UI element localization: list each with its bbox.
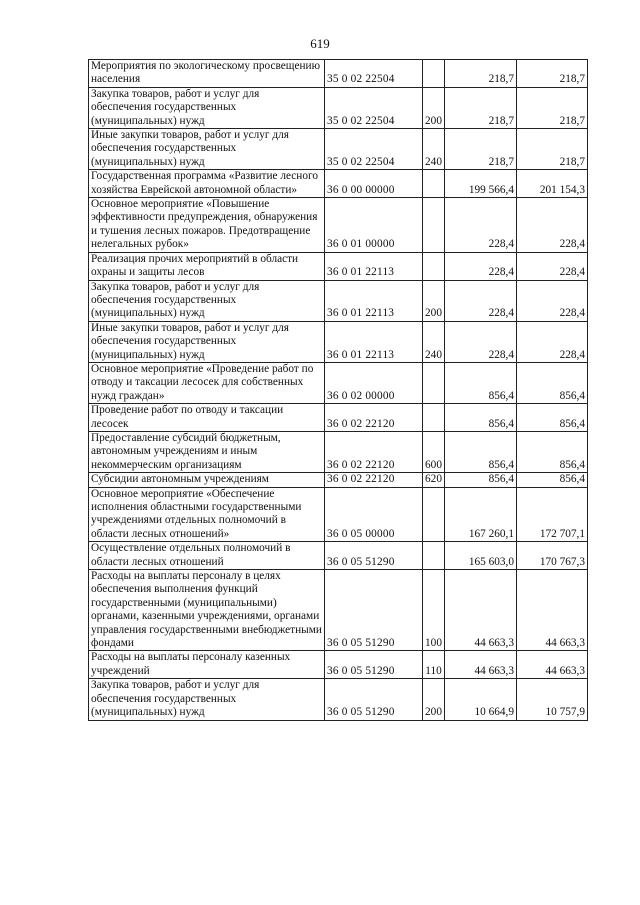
table-row <box>89 679 588 720</box>
row-code: 36 0 02 00000 <box>325 362 423 403</box>
row-code: 36 0 00 00000 <box>325 170 423 198</box>
row-value-1: 218,7 <box>445 60 517 88</box>
table-row <box>89 252 588 280</box>
row-value-1: 10 664,9 <box>445 679 517 720</box>
row-value-2: 44 663,3 <box>517 651 588 679</box>
row-value-2: 172 707,1 <box>517 487 588 542</box>
row-value-2: 218,7 <box>517 129 588 170</box>
row-name: Основное мероприятие «Повышение эффективности предупреждения, обнаружения и тушения лесных пожаров. Предотвращение нелегальных рубок» <box>89 198 325 253</box>
row-value-1: 218,7 <box>445 129 517 170</box>
row-value-1: 856,4 <box>445 404 517 432</box>
row-value-1: 165 603,0 <box>445 542 517 570</box>
row-value-1: 44 663,3 <box>445 651 517 679</box>
table-row <box>89 651 588 679</box>
row-value-1: 218,7 <box>445 87 517 128</box>
row-name: Мероприятия по экологическому просвещению населения <box>89 60 325 88</box>
row-expense-type: 100 <box>423 570 445 651</box>
row-code: 36 0 01 22113 <box>325 252 423 280</box>
row-expense-type <box>423 252 445 280</box>
row-name: Субсидии автономным учреждениям <box>89 473 325 487</box>
table-row <box>89 570 588 651</box>
row-expense-type <box>423 362 445 403</box>
row-value-2: 201 154,3 <box>517 170 588 198</box>
row-value-2: 856,4 <box>517 473 588 487</box>
row-value-1: 228,4 <box>445 252 517 280</box>
row-expense-type: 110 <box>423 651 445 679</box>
row-expense-type: 600 <box>423 431 445 472</box>
row-code: 35 0 02 22504 <box>325 60 423 88</box>
row-value-1: 228,4 <box>445 280 517 321</box>
row-value-2: 44 663,3 <box>517 570 588 651</box>
row-value-1: 856,4 <box>445 431 517 472</box>
row-code: 36 0 01 00000 <box>325 198 423 253</box>
row-expense-type <box>423 404 445 432</box>
row-value-2: 856,4 <box>517 404 588 432</box>
row-value-1: 44 663,3 <box>445 570 517 651</box>
row-value-2: 218,7 <box>517 60 588 88</box>
row-value-1: 228,4 <box>445 198 517 253</box>
table-row <box>89 87 588 128</box>
row-code: 36 0 01 22113 <box>325 321 423 362</box>
row-value-1: 199 566,4 <box>445 170 517 198</box>
table-row <box>89 542 588 570</box>
table-row <box>89 431 588 472</box>
row-name: Расходы на выплаты персоналу казенных учреждений <box>89 651 325 679</box>
row-value-2: 10 757,9 <box>517 679 588 720</box>
table-row <box>89 487 588 542</box>
row-value-2: 856,4 <box>517 362 588 403</box>
row-code: 36 0 05 51290 <box>325 651 423 679</box>
row-name: Закупка товаров, работ и услуг для обеспечения государственных (муниципальных) нужд <box>89 679 325 720</box>
budget-table <box>88 59 588 721</box>
row-value-2: 228,4 <box>517 252 588 280</box>
row-value-2: 170 767,3 <box>517 542 588 570</box>
row-name: Расходы на выплаты персоналу в целях обеспечения выполнения функций государственными (муниципальными) органами, казенными учреждениями, органами управления государственными внебюджетными фондами <box>89 570 325 651</box>
row-value-2: 218,7 <box>517 87 588 128</box>
row-expense-type <box>423 60 445 88</box>
row-code: 36 0 05 51290 <box>325 679 423 720</box>
row-value-2: 856,4 <box>517 431 588 472</box>
row-code: 36 0 02 22120 <box>325 473 423 487</box>
row-expense-type: 200 <box>423 679 445 720</box>
row-value-1: 167 260,1 <box>445 487 517 542</box>
row-value-1: 228,4 <box>445 321 517 362</box>
row-value-2: 228,4 <box>517 280 588 321</box>
row-value-2: 228,4 <box>517 198 588 253</box>
row-name: Государственная программа «Развитие лесного хозяйства Еврейской автономной области» <box>89 170 325 198</box>
table-row <box>89 404 588 432</box>
row-code: 35 0 02 22504 <box>325 87 423 128</box>
table-row <box>89 280 588 321</box>
table-row <box>89 198 588 253</box>
row-name: Иные закупки товаров, работ и услуг для обеспечения государственных (муниципальных) нужд <box>89 129 325 170</box>
row-name: Закупка товаров, работ и услуг для обеспечения государственных (муниципальных) нужд <box>89 87 325 128</box>
row-value-1: 856,4 <box>445 473 517 487</box>
row-value-1: 856,4 <box>445 362 517 403</box>
row-code: 36 0 02 22120 <box>325 431 423 472</box>
row-name: Проведение работ по отводу и таксации лесосек <box>89 404 325 432</box>
table-row <box>89 362 588 403</box>
page-number: 619 <box>310 36 330 51</box>
table-row <box>89 129 588 170</box>
row-expense-type: 200 <box>423 87 445 128</box>
row-expense-type: 240 <box>423 129 445 170</box>
row-code: 35 0 02 22504 <box>325 129 423 170</box>
row-name: Предоставление субсидий бюджетным, автономным учреждениям и иным некоммерческим организациям <box>89 431 325 472</box>
table-row <box>89 321 588 362</box>
row-expense-type: 200 <box>423 280 445 321</box>
row-code: 36 0 05 00000 <box>325 487 423 542</box>
row-value-2: 228,4 <box>517 321 588 362</box>
row-expense-type <box>423 487 445 542</box>
row-name: Иные закупки товаров, работ и услуг для обеспечения государственных (муниципальных) нужд <box>89 321 325 362</box>
row-code: 36 0 05 51290 <box>325 570 423 651</box>
budget-table-body <box>89 60 588 721</box>
row-expense-type: 240 <box>423 321 445 362</box>
row-name: Основное мероприятие «Проведение работ по отводу и таксации лесосек для собственных нужд граждан» <box>89 362 325 403</box>
table-row <box>89 60 588 88</box>
row-name: Основное мероприятие «Обеспечение исполнения областными государственными учреждениями отдельных полномочий в области лесных отношений» <box>89 487 325 542</box>
row-name: Реализация прочих мероприятий в области охраны и защиты лесов <box>89 252 325 280</box>
row-expense-type: 620 <box>423 473 445 487</box>
row-code: 36 0 02 22120 <box>325 404 423 432</box>
row-code: 36 0 01 22113 <box>325 280 423 321</box>
row-expense-type <box>423 542 445 570</box>
row-expense-type <box>423 170 445 198</box>
row-code: 36 0 05 51290 <box>325 542 423 570</box>
row-name: Осуществление отдельных полномочий в области лесных отношений <box>89 542 325 570</box>
row-expense-type <box>423 198 445 253</box>
row-name: Закупка товаров, работ и услуг для обеспечения государственных (муниципальных) нужд <box>89 280 325 321</box>
table-row <box>89 170 588 198</box>
table-row <box>89 473 588 487</box>
